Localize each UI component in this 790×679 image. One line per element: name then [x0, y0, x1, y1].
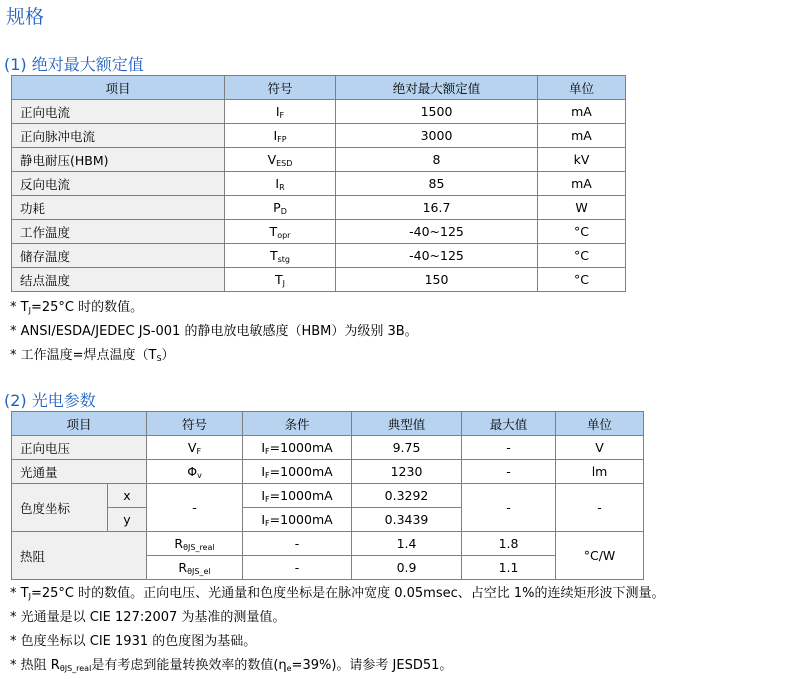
table-row: [12, 532, 644, 556]
symbol-cell: $V_{ESD}$: [225, 148, 336, 172]
table-row: [12, 100, 626, 124]
typical-cell: 1.4: [352, 532, 462, 556]
unit-cell: -: [556, 484, 644, 532]
unit-cell: lm: [556, 460, 644, 484]
symbol-cell: $I_{FP}$: [225, 124, 336, 148]
typical-cell: 0.9: [352, 556, 462, 580]
symbol-cell: $\Phi_v$: [147, 460, 243, 484]
item-thermal-resistance: 热阻: [12, 532, 147, 580]
header-typical: 典型值: [352, 412, 462, 436]
condition-cell: $I_F=1000mA$: [243, 508, 352, 532]
max-cell: 1.1: [462, 556, 556, 580]
typical-cell: 0.3439: [352, 508, 462, 532]
typical-cell: 9.75: [352, 436, 462, 460]
item-cell: 静电耐压(HBM): [12, 148, 225, 172]
page-title: 规格: [6, 6, 45, 28]
item-luminous-flux: 光通量: [12, 460, 147, 484]
rating-cell: -40~125: [336, 244, 538, 268]
header-unit: 单位: [556, 412, 644, 436]
symbol-cell: $T_J$: [225, 268, 336, 292]
unit-cell: kV: [538, 148, 626, 172]
note-line: * 色度坐标以 CIE 1931 的色度图为基础。: [10, 634, 257, 649]
unit-cell: °C: [538, 268, 626, 292]
table-row: [12, 268, 626, 292]
table-row: [12, 220, 626, 244]
max-cell: -: [462, 460, 556, 484]
unit-cell: mA: [538, 124, 626, 148]
typical-cell: 0.3292: [352, 484, 462, 508]
absolute-max-ratings-table: [11, 75, 626, 292]
header-symbol: 符号: [147, 412, 243, 436]
table-header-row: [12, 76, 626, 100]
table-row: [12, 436, 644, 460]
table-row: [12, 148, 626, 172]
note-line: * 工作温度=焊点温度$(T_S)$: [10, 348, 175, 363]
rating-cell: 85: [336, 172, 538, 196]
unit-cell: W: [538, 196, 626, 220]
header-item: 项目: [12, 412, 147, 436]
unit-cell: °C: [538, 220, 626, 244]
item-cell: 正向脉冲电流: [12, 124, 225, 148]
rating-cell: 8: [336, 148, 538, 172]
unit-cell: °C/W: [556, 532, 644, 580]
table-row: [12, 484, 644, 508]
note-line: * $T_J=25^\circ C$ 时的数值。正向电压、光通量和色度坐标是在脉冲宽度 0.05msec、占空比 1%的连续矩形波下测量。: [10, 586, 665, 601]
max-cell: -: [462, 484, 556, 532]
symbol-cell: $I_R$: [225, 172, 336, 196]
rating-cell: 1500: [336, 100, 538, 124]
note-line: * 热阻 $R_{\theta JS\_real}$是有考虑到能量转换效率的数值$(\eta_e=39\%)$。请参考 JESD51。: [10, 658, 453, 673]
typical-cell: 1230: [352, 460, 462, 484]
max-cell: 1.8: [462, 532, 556, 556]
item-cell: 功耗: [12, 196, 225, 220]
symbol-cell: $T_{stg}$: [225, 244, 336, 268]
section-1-title: (1) 绝对最大额定值: [4, 55, 144, 74]
table-header-row: [12, 412, 644, 436]
unit-cell: mA: [538, 172, 626, 196]
table-row: [12, 124, 626, 148]
electro-optical-table: [11, 411, 644, 580]
item-cell: 储存温度: [12, 244, 225, 268]
symbol-cell: $R_{\theta JS\_el}$: [147, 556, 243, 580]
symbol-cell: $V_F$: [147, 436, 243, 460]
item-cell: 结点温度: [12, 268, 225, 292]
symbol-cell: $P_D$: [225, 196, 336, 220]
rating-cell: 150: [336, 268, 538, 292]
header-rating: 绝对最大额定值: [336, 76, 538, 100]
unit-cell: mA: [538, 100, 626, 124]
header-item: 项目: [12, 76, 225, 100]
item-cell: 反向电流: [12, 172, 225, 196]
header-max: 最大值: [462, 412, 556, 436]
note-line: * ANSI/ESDA/JEDEC JS-001 的静电放电敏感度（HBM）为级别 3B。: [10, 324, 418, 339]
table-row: [12, 460, 644, 484]
max-cell: -: [462, 436, 556, 460]
item-cell: 工作温度: [12, 220, 225, 244]
item-cell: 正向电流: [12, 100, 225, 124]
header-unit: 单位: [538, 76, 626, 100]
chroma-x-label: x: [108, 484, 147, 508]
chroma-y-label: y: [108, 508, 147, 532]
condition-cell: $I_F=1000mA$: [243, 436, 352, 460]
rating-cell: 16.7: [336, 196, 538, 220]
symbol-cell: $I_F$: [225, 100, 336, 124]
rating-cell: 3000: [336, 124, 538, 148]
item-chromaticity: 色度坐标: [12, 484, 108, 532]
condition-cell: -: [243, 532, 352, 556]
item-forward-voltage: 正向电压: [12, 436, 147, 460]
unit-cell: V: [556, 436, 644, 460]
symbol-cell: $R_{\theta JS\_real}$: [147, 532, 243, 556]
symbol-cell: $T_{opr}$: [225, 220, 336, 244]
unit-cell: °C: [538, 244, 626, 268]
table-row: [12, 244, 626, 268]
note-line: * $T_J=25^\circ C$ 时的数值。: [10, 300, 144, 315]
condition-cell: $I_F=1000mA$: [243, 460, 352, 484]
table-row: [12, 196, 626, 220]
rating-cell: -40~125: [336, 220, 538, 244]
note-line: * 光通量是以 CIE 127:2007 为基准的测量值。: [10, 610, 286, 625]
symbol-cell: -: [147, 484, 243, 532]
table-row: [12, 172, 626, 196]
condition-cell: -: [243, 556, 352, 580]
section-2-title: (2) 光电参数: [4, 391, 96, 410]
header-symbol: 符号: [225, 76, 336, 100]
header-condition: 条件: [243, 412, 352, 436]
condition-cell: $I_F=1000mA$: [243, 484, 352, 508]
